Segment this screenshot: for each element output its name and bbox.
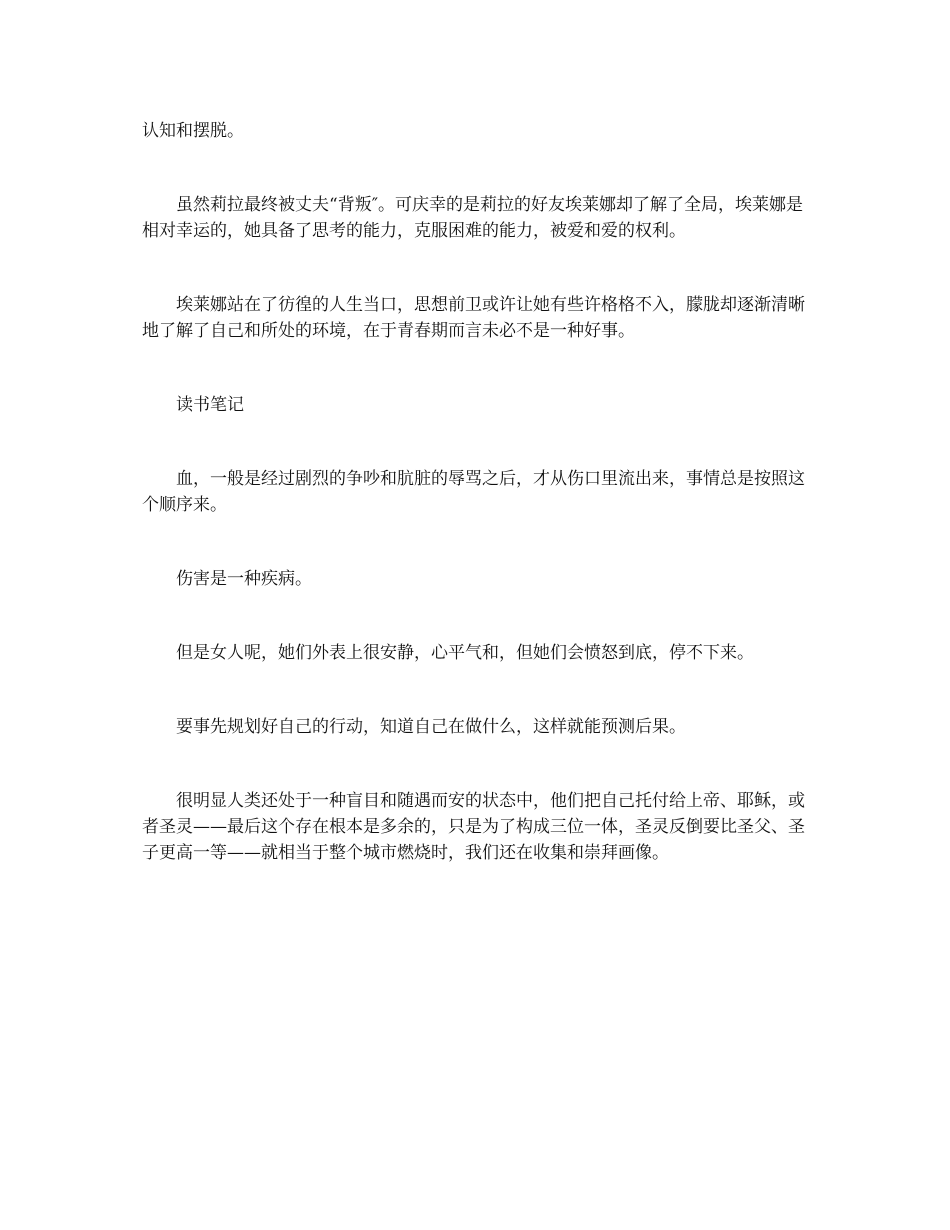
document-body bbox=[142, 118, 807, 914]
paragraph-elena-crossroads: 埃莱娜站在了彷徨的人生当口，思想前卫或许让她有些许格格不入，朦胧却逐渐清晰地了解了自己和所处的环境，在于青春期而言未必不是一种好事。 bbox=[142, 295, 805, 341]
paragraph-blood: 血，一般是经过剧烈的争吵和肮脏的辱骂之后，才从伤口里流出来，事情总是按照这个顺序来。 bbox=[142, 469, 805, 515]
paragraph-planning: 要事先规划好自己的行动，知道自己在做什么，这样就能预测后果。 bbox=[176, 717, 686, 737]
section-heading-reading-notes: 读书笔记 bbox=[176, 395, 244, 415]
paragraph-lila-betrayal: 虽然莉拉最终被丈夫“背叛″。可庆幸的是莉拉的好友埃莱娜却了解了全局，埃莱娜是相对幸运的，她具备了思考的能力，克服困难的能力，被爱和爱的权利。 bbox=[142, 195, 804, 241]
paragraph-women: 但是女人呢，她们外表上很安静，心平气和，但她们会愤怒到底，停不下来。 bbox=[176, 643, 754, 663]
paragraph-humanity: 很明显人类还处于一种盲目和随遇而安的状态中，他们把自己托付给上帝、耶稣，或者圣灵——最后这个存在根本是多余的，只是为了构成三位一体，圣灵反倒要比圣父、圣子更高一等——就相当于整个城市燃烧时，我们还在收集和崇拜画像。 bbox=[142, 791, 805, 863]
paragraph-harm: 伤害是一种疾病。 bbox=[176, 569, 312, 589]
paragraph-continuation: 认知和摆脱。 bbox=[142, 121, 244, 141]
